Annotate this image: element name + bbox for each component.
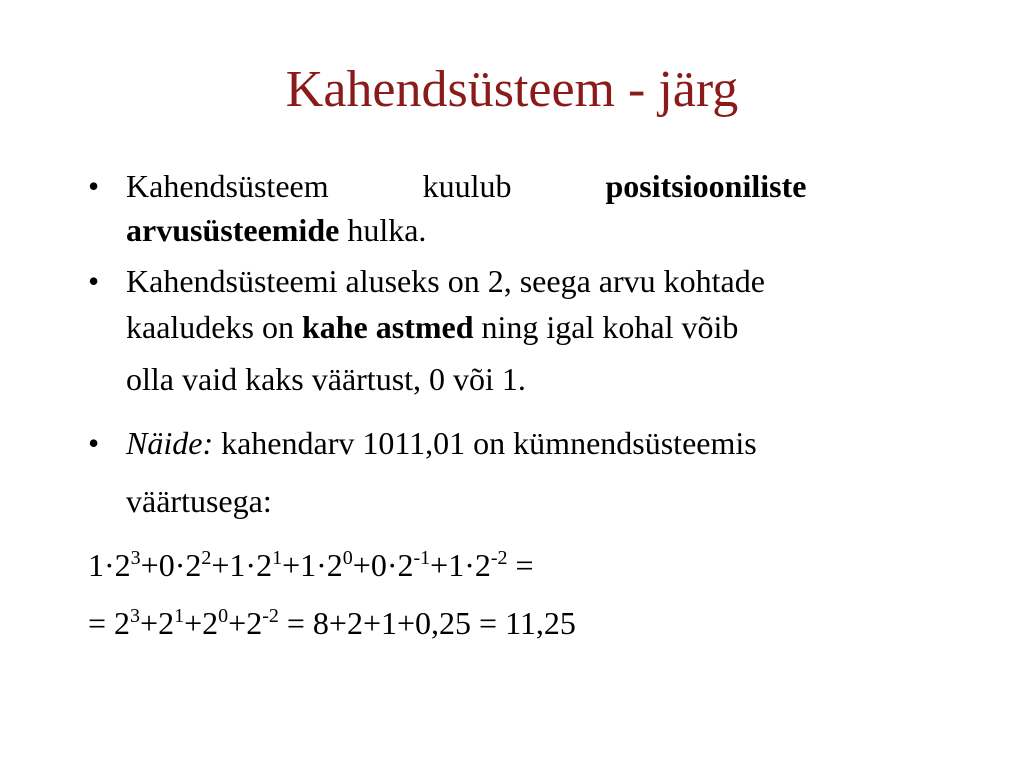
formula-term: +1·2	[211, 547, 273, 583]
formula-line-2	[88, 594, 940, 652]
bullet-text: kaaludeks on	[126, 309, 302, 345]
formula-term: +0·2	[352, 547, 414, 583]
formula-term: +2	[140, 605, 175, 641]
bullet-line: Kahendsüsteemi aluseks on 2, seega arvu kohtade	[126, 263, 765, 299]
formula-term: +2	[228, 605, 263, 641]
formula-exponent: 0	[218, 605, 229, 627]
bullet-icon: •	[88, 425, 100, 461]
bullet-line	[126, 304, 940, 350]
formula-exponent: 0	[342, 547, 353, 569]
formula-term: = 2	[88, 605, 131, 641]
bullet-icon: •	[88, 168, 100, 204]
formula-exponent: -2	[262, 605, 279, 627]
bullet-icon: •	[88, 263, 100, 299]
formula-term: +2	[184, 605, 219, 641]
formula-exponent: 3	[130, 547, 141, 569]
slide-title: Kahendsüsteem - järg	[285, 61, 739, 118]
bullet-emphasis: arvusüsteemide	[126, 212, 340, 248]
formula-exponent: 2	[201, 547, 212, 569]
bullet-line	[126, 414, 940, 472]
formula-exponent: 1	[272, 547, 283, 569]
bullet-item	[88, 258, 940, 408]
formula-term: +1·2	[282, 547, 343, 583]
bullet-item	[88, 164, 940, 252]
formula-term: = 8+2+1+0,25 = 11,25	[278, 605, 576, 641]
formula-exponent: -2	[490, 547, 508, 569]
formula-line-1	[88, 536, 940, 594]
bullet-text: ning igal kohal võib	[473, 309, 739, 345]
bullet-text: hulka.	[339, 212, 427, 248]
bullet-text: Kahendsüsteem	[126, 168, 329, 204]
formula-term: 1·2	[88, 547, 131, 583]
bullet-line	[126, 164, 940, 208]
formula-exponent: 3	[130, 605, 141, 627]
bullet-line: olla vaid kaks väärtust, 0 või 1.	[126, 361, 526, 397]
slide-content	[88, 164, 940, 652]
formula-term: +0·2	[140, 547, 202, 583]
bullet-item	[88, 414, 940, 530]
formula-exponent: 1	[174, 605, 185, 627]
bullet-emphasis: kahe astmed	[301, 309, 474, 345]
bullet-emphasis: positsiooniliste	[605, 168, 807, 204]
bullet-line: väärtusega:	[126, 483, 272, 519]
formula-term: +1·2	[430, 547, 491, 583]
bullet-line	[126, 208, 940, 252]
bullet-text: kahendarv 1011,01 on kümnendsüsteemis	[213, 425, 757, 461]
formula-term: =	[507, 547, 534, 583]
formula-exponent: -1	[413, 547, 431, 569]
example-label: Näide:	[126, 425, 214, 461]
bullet-text: kuulub	[422, 168, 512, 204]
